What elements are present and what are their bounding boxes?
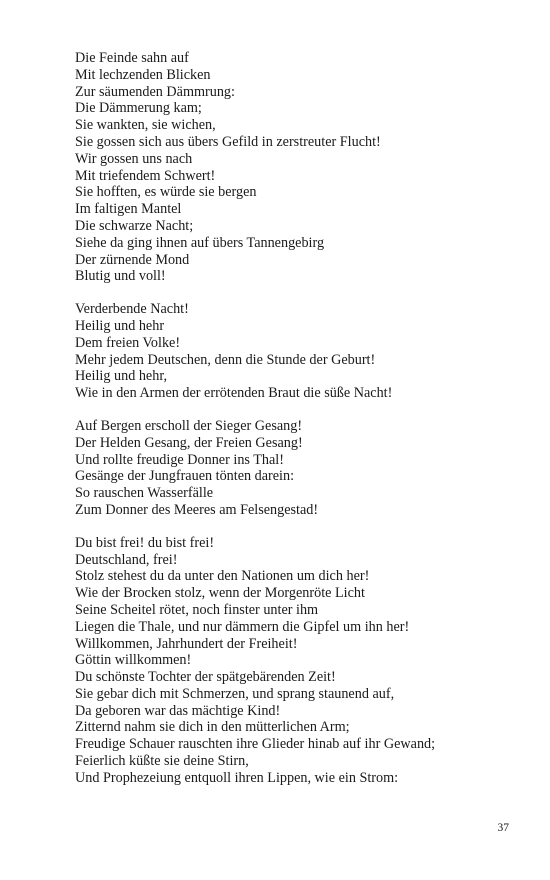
poem-line: Sie gossen sich aus übers Gefild in zerstreuter Flucht! — [75, 133, 381, 150]
poem-line: Zitternd nahm sie dich in den mütterlichen Arm; — [75, 719, 350, 736]
stanza-3 — [75, 418, 535, 519]
poem-line: Göttin willkommen! — [75, 652, 192, 669]
poem-line: Zur säumenden Dämmrung: — [75, 83, 235, 100]
poem-line: Mit lechzenden Blicken — [75, 66, 211, 83]
poem-line: Und rollte freudige Donner ins Thal! — [75, 451, 284, 468]
poem-line: Stolz stehest du da unter den Nationen um dich her! — [75, 568, 370, 585]
poem-line: Der Helden Gesang, der Freien Gesang! — [75, 434, 303, 451]
poem-line: So rauschen Wasserfälle — [75, 485, 214, 502]
poem-line: Auf Bergen erscholl der Sieger Gesang! — [75, 417, 303, 434]
poem-line: Willkommen, Jahrhundert der Freiheit! — [75, 635, 298, 652]
poem-line: Die Feinde sahn auf — [75, 50, 189, 66]
poem-line: Heilig und hehr — [75, 317, 165, 334]
poem-text — [75, 50, 535, 803]
poem-line: Du schönste Tochter der spätgebärenden Zeit! — [75, 669, 336, 686]
poem-line: Dem freien Volke! — [75, 334, 181, 351]
poem-line: Sie wankten, sie wichen, — [75, 117, 216, 134]
poem-line: Gesänge der Jungfrauen tönten darein: — [75, 468, 295, 485]
poem-line: Wie in den Armen der errötenden Braut die süße Nacht! — [75, 385, 393, 402]
poem-line: Mit triefendem Schwert! — [75, 167, 216, 184]
poem-line: Blutig und voll! — [75, 268, 166, 285]
poem-line: Sie hofften, es würde sie bergen — [75, 184, 257, 201]
poem-line: Feierlich küßte sie deine Stirn, — [75, 753, 249, 770]
poem-line: Freudige Schauer rauschten ihre Glieder hinab auf ihr Gewand; — [75, 736, 436, 753]
poem-line: Und Prophezeiung entquoll ihren Lippen, wie ein Strom: — [75, 769, 399, 786]
poem-line: Im faltigen Mantel — [75, 201, 182, 218]
poem-line: Wir gossen uns nach — [75, 150, 193, 167]
page-number: 37 — [497, 822, 509, 834]
stanza-2 — [75, 301, 535, 402]
poem-line: Verderbende Nacht! — [75, 301, 189, 318]
poem-line: Mehr jedem Deutschen, denn die Stunde der Geburt! — [75, 351, 376, 368]
poem-line: Sie gebar dich mit Schmerzen, und sprang staunend auf, — [75, 685, 395, 702]
poem-line: Da geboren war das mächtige Kind! — [75, 702, 281, 719]
poem-line: Zum Donner des Meeres am Felsengestad! — [75, 501, 319, 518]
poem-line: Du bist frei! du bist frei! — [75, 534, 215, 551]
poem-line: Seine Scheitel rötet, noch finster unter ihm — [75, 601, 319, 618]
poem-line: Die Dämmerung kam; — [75, 100, 202, 117]
poem-line: Liegen die Thale, und nur dämmern die Gipfel um ihn her! — [75, 618, 410, 635]
stanza-1 — [75, 50, 535, 285]
poem-line: Wie der Brocken stolz, wenn der Morgenröte Licht — [75, 585, 365, 602]
poem-line: Der zürnende Mond — [75, 251, 190, 268]
stanza-4 — [75, 535, 535, 787]
poem-line: Deutschland, frei! — [75, 551, 178, 568]
poem-line: Die schwarze Nacht; — [75, 217, 194, 234]
poem-line: Heilig und hehr, — [75, 368, 168, 385]
poem-line: Siehe da ging ihnen auf übers Tannengebirg — [75, 234, 325, 251]
